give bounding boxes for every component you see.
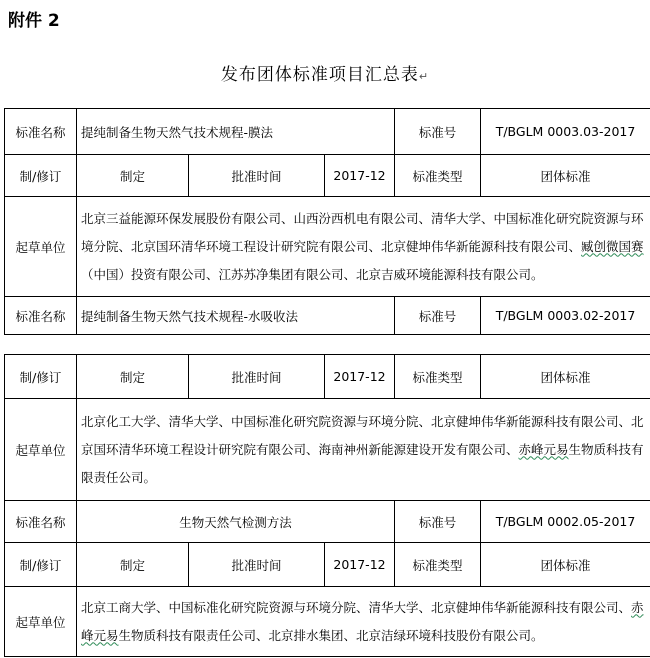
- label-drafters: 起草单位: [5, 197, 77, 297]
- label-approval-time: 批准时间: [189, 355, 325, 399]
- drafters-text: 生物质科技有限责任公司。: [81, 441, 644, 485]
- standards-table-1: [4, 108, 650, 335]
- drafters-value: [77, 399, 650, 501]
- label-standard-number: 标准号: [395, 501, 481, 543]
- table-row: [5, 543, 650, 587]
- standard-number-value: T/BGLM 0003.02-2017: [481, 297, 650, 335]
- drafters-value: [77, 587, 650, 657]
- drafters-text: 北京工商大学、中国标准化研究院资源与环境分院、清华大学、北京健坤伟华新能源科技有限公司、: [81, 599, 632, 615]
- drafters-text: 北京三益能源环保发展股份有限公司、山西汾西机电有限公司、清华大学、中国标准化研究院资源与环境分院、北京国环清华环境工程设计研究院有限公司、北京健坤伟华新能源科技有限公司、: [81, 210, 644, 254]
- standards-table-2: [4, 354, 650, 657]
- standard-number-value: T/BGLM 0002.05-2017: [481, 501, 650, 543]
- drafters-text-flagged: 臧创微国赛: [581, 238, 644, 254]
- table-row: [5, 109, 650, 155]
- type-revision-value: 制定: [77, 355, 189, 399]
- type-revision-value: 制定: [77, 155, 189, 197]
- table-row: [5, 155, 650, 197]
- label-standard-type: 标准类型: [395, 155, 481, 197]
- standard-number-value: T/BGLM 0003.03-2017: [481, 109, 650, 155]
- table-row: [5, 355, 650, 399]
- drafters-text: （中国）投资有限公司、江苏苏净集团有限公司、北京吉威环境能源科技有限公司。: [81, 266, 544, 282]
- page-title: [0, 60, 650, 85]
- table-row: [5, 297, 650, 335]
- drafters-value: [77, 197, 650, 297]
- label-standard-name: 标准名称: [5, 109, 77, 155]
- standard-name-value: 生物天然气检测方法: [77, 501, 395, 543]
- table-row: [5, 587, 650, 657]
- table-row: [5, 399, 650, 501]
- label-drafters: 起草单位: [5, 587, 77, 657]
- label-type-revision: 制/修订: [5, 355, 77, 399]
- label-standard-number: 标准号: [395, 297, 481, 335]
- approval-time-value: 2017-12: [325, 355, 395, 399]
- label-standard-name: 标准名称: [5, 297, 77, 335]
- paragraph-mark: ↵: [418, 70, 430, 83]
- approval-time-value: 2017-12: [325, 155, 395, 197]
- standard-name-value: 提纯制备生物天然气技术规程-水吸收法: [77, 297, 395, 335]
- standard-type-value: 团体标准: [481, 155, 650, 197]
- label-type-revision: 制/修订: [5, 543, 77, 587]
- standard-type-value: 团体标准: [481, 543, 650, 587]
- standard-name-value: 提纯制备生物天然气技术规程-膜法: [77, 109, 395, 155]
- label-standard-name: 标准名称: [5, 501, 77, 543]
- drafters-text-flagged: 赤峰元易: [81, 599, 644, 643]
- attachment-label: 附件 2: [8, 11, 60, 31]
- drafters-text-flagged: 赤峰元易: [518, 441, 569, 457]
- title-text: 发布团体标准项目汇总表: [220, 65, 419, 85]
- label-standard-number: 标准号: [395, 109, 481, 155]
- standard-type-value: 团体标准: [481, 355, 650, 399]
- label-standard-type: 标准类型: [395, 355, 481, 399]
- label-standard-type: 标准类型: [395, 543, 481, 587]
- label-approval-time: 批准时间: [189, 543, 325, 587]
- table-row: [5, 501, 650, 543]
- label-approval-time: 批准时间: [189, 155, 325, 197]
- approval-time-value: 2017-12: [325, 543, 395, 587]
- table-row: [5, 197, 650, 297]
- drafters-text: 生物质科技有限责任公司、北京排水集团、北京洁绿环境科技股份有限公司。: [118, 627, 544, 643]
- drafters-text: 北京化工大学、清华大学、中国标准化研究院资源与环境分院、北京健坤伟华新能源科技有限公司、北京国环清华环境工程设计研究院有限公司、海南神州新能源建设开发有限公司、: [81, 413, 644, 457]
- type-revision-value: 制定: [77, 543, 189, 587]
- label-type-revision: 制/修订: [5, 155, 77, 197]
- label-drafters: 起草单位: [5, 399, 77, 501]
